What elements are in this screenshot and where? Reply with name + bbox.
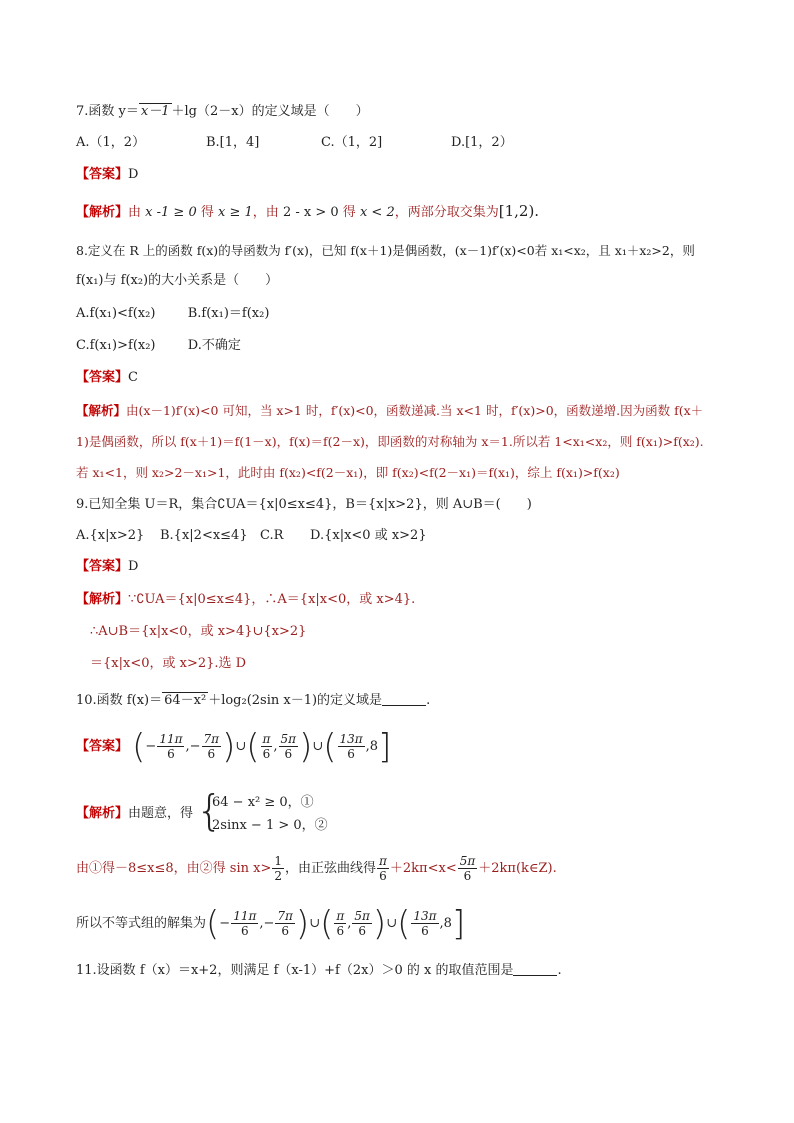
q10-system-line-2: 2sinx − 1 > 0，② (212, 818, 328, 833)
q10-ans-cup-2: ∪ (312, 739, 324, 754)
q10-ans-frac-2-num: 7π (203, 732, 220, 746)
q10-ans-frac-5-den: 6 (347, 747, 355, 761)
q10-ans-neg-1: − (145, 739, 157, 754)
q10-ans-eight: 8 (369, 739, 379, 754)
q7-text-g: 得 (342, 205, 356, 220)
q7-option-a: A.（1，2） (76, 135, 146, 150)
q10-ans-frac-1-den: 6 (167, 747, 175, 761)
q10-ans-frac-4 (279, 732, 299, 761)
q10-sol-frac-3-den: 6 (336, 924, 345, 938)
q10-ans-lparen-2: ( (246, 726, 260, 767)
q8-analysis-2: 1)是偶函数，所以 f(x＋1)＝f(1－x)，f(x)＝f(2－x)，即函数的对称轴为 x＝1.所以若 1<x₁<x₂，则 f(x₁)>f(x₂). (76, 434, 704, 449)
q10-sol-rparen-1: ) (295, 903, 310, 944)
q10-ans-frac-4-den: 6 (284, 747, 293, 761)
q9-option-a: A.{x|x>2} (76, 528, 145, 543)
q7-math-f: 2 - x > 0 (282, 205, 339, 220)
q10-sol-cup-2: ∪ (386, 916, 398, 931)
q8-answer (76, 369, 138, 387)
q7-math-b: x -1 ≥ 0 (145, 205, 197, 220)
answer-label: 【答案】 (76, 559, 129, 574)
q8-analysis-text-1: 由(x－1)f′(x)<0 可知，当 x>1 时，f′(x)<0，函数递减.当 x<1 时，f′(x)>0，函数递增.因为函数 f(x＋ (126, 403, 704, 418)
q7-math-j: [1,2). (498, 202, 540, 220)
q10-step-frac-pi (377, 854, 389, 883)
q9-answer-value: D (128, 559, 139, 574)
q10-step-frac-pi-den: 6 (379, 869, 387, 883)
q10-stem (76, 692, 430, 710)
q7-text-e: ，由 (252, 205, 279, 220)
q10-ans-rparen-1: ) (222, 726, 236, 767)
q7-stem (76, 103, 369, 121)
q10-sol-frac-3 (334, 909, 346, 938)
q10-analysis-steps (76, 852, 557, 886)
q10-half-num: 1 (274, 854, 282, 868)
q9-analysis-1 (76, 591, 415, 609)
q10-prefix: 10.函数 f(x)＝ (76, 693, 163, 708)
q10-sol-frac-2 (275, 909, 295, 938)
q11-stem (76, 962, 562, 980)
answer-label: 【答案】 (76, 370, 129, 385)
q10-sol-rparen-2: ) (372, 903, 387, 944)
q10-blank (382, 693, 426, 706)
q7-math-d: x ≥ 1 (218, 205, 253, 220)
q7-option-b: B.[1，4] (206, 135, 260, 150)
q7-analysis (76, 202, 539, 222)
q9-option-b: B.{x|2<x≤4} (160, 528, 248, 543)
q9-analysis-3: ＝{x|x<0，或 x>2}.选 D (90, 656, 247, 671)
q9-analysis-2: ∴A∪B＝{x|x<0，或 x>4}∪{x>2} (90, 624, 307, 639)
answer-label: 【答案】 (76, 167, 129, 182)
q10-half-frac (272, 854, 284, 883)
q10-step-frac-5pi-den: 6 (463, 869, 472, 883)
q10-sol-eight: 8 (443, 916, 452, 931)
q9-analysis-text-1: ∵∁UA＝{x|0≤x≤4}，∴A＝{x|x<0，或 x>4}. (128, 592, 416, 607)
q8-option-d: D.不确定 (187, 338, 241, 353)
q10-sol-frac-5-num: 13π (413, 909, 437, 923)
q7-answer-value: D (128, 167, 139, 182)
q8-analysis-1 (76, 402, 703, 420)
q10-step-frac-5pi (458, 854, 478, 883)
q10-sqrt (162, 692, 208, 708)
q10-sol-lparen-2: ( (320, 903, 334, 944)
q10-sol-neg-1: − (219, 916, 231, 931)
q10-ans-frac-1-num: 11π (159, 732, 183, 746)
q7-option-d: D.[1，2） (451, 135, 513, 150)
q10-half-den: 2 (274, 869, 282, 883)
q11-end: . (557, 963, 562, 978)
q10-ans-frac-1 (157, 732, 184, 761)
q10-ans-cup-1: ∪ (235, 739, 247, 754)
q8-option-b: B.f(x₁)＝f(x₂) (187, 306, 270, 321)
q10-system-brace: { (196, 786, 223, 835)
q7-sqrt-arg: x－1 (140, 104, 170, 119)
q10-ans-lparen-3: ( (323, 726, 337, 767)
q10-ans-rbracket: ] (378, 726, 392, 767)
q10-sol-frac-2-den: 6 (281, 924, 289, 938)
q10-sol-frac-5 (411, 909, 438, 938)
analysis-label: 【解析】 (76, 403, 127, 418)
q10-ans-frac-2 (202, 732, 222, 761)
q11-stem-a: 11.设函数 (76, 963, 140, 978)
q10-sol-neg-2: − (263, 916, 275, 931)
q10-solution-set (76, 905, 465, 943)
q9-stem: 9.已知全集 U＝R，集合∁UA＝{x|0≤x≤4}，B＝{x|x>2}，则 A∪B＝( ) (76, 497, 532, 512)
q10-sqrt-arg: 64－x² (164, 693, 207, 708)
q7-sqrt (139, 103, 172, 119)
q10-sol-frac-1 (231, 909, 258, 938)
q8-stem-line1: 8.定义在 R 上的函数 f(x)的导函数为 f′(x)，已知 f(x＋1)是偶函数，(x－1)f′(x)<0若 x₁<x₂，且 x₁＋x₂>2，则 (76, 243, 695, 258)
q10-analysis-lead: 由题意，得 (128, 806, 194, 821)
q10-ans-frac-3-den: 6 (262, 747, 271, 761)
q10-sol-frac-4-den: 6 (358, 924, 366, 938)
q10-sol-lead: 所以不等式组的解集为 (76, 916, 207, 931)
q10-sol-cup-1: ∪ (309, 916, 321, 931)
q10-sol-lparen-1: ( (206, 903, 220, 944)
analysis-label: 【解析】 (76, 205, 129, 220)
q10-ans-frac-2-den: 6 (207, 747, 216, 761)
q8-options-cd (76, 337, 241, 355)
q10-step-d: ＋2kπ(k∈Z). (478, 861, 557, 876)
q10-sol-rbracket: ] (451, 903, 466, 944)
q10-step-c: ＋2kπ<x< (389, 861, 457, 876)
q10-sol-frac-1-num: 11π (233, 909, 257, 923)
q9-answer (76, 558, 138, 576)
q10-ans-frac-3-num: π (262, 732, 271, 746)
q9-option-d: D.{x|x<0 或 x>2} (310, 528, 427, 543)
q10-sol-frac-1-den: 6 (240, 924, 249, 938)
q10-ans-comma-2: , (273, 739, 278, 754)
q10-sol-frac-2-num: 7π (277, 909, 293, 923)
q10-sol-frac-3-num: π (336, 909, 345, 923)
q10-ans-frac-4-num: 5π (280, 732, 297, 746)
analysis-label: 【解析】 (76, 806, 129, 821)
q10-ans-frac-3 (261, 732, 273, 761)
q10-ans-comma-1: , (185, 739, 190, 754)
q10-sol-lparen-3: ( (397, 903, 411, 944)
q7-answer (76, 166, 138, 184)
q10-step-a: 由①得－8≤x≤8，由②得 sin x> (76, 861, 272, 876)
q10-ans-frac-5 (338, 732, 365, 761)
q10-sol-comma-1: , (259, 916, 264, 931)
q8-option-a: A.f(x₁)<f(x₂) (76, 306, 156, 321)
q10-sol-frac-5-den: 6 (421, 924, 429, 938)
q10-sol-frac-4 (352, 909, 372, 938)
q10-step-b: ，由正弦曲线得 (285, 861, 377, 876)
q7-math-h: x < 2 (359, 205, 395, 220)
q10-suffix: ＋log₂(2sin x－1)的定义域是 (208, 693, 383, 708)
q10-system-line-1: 64 − x² ≥ 0，① (212, 795, 314, 810)
q8-answer-value: C (128, 370, 138, 385)
q10-end: . (426, 693, 431, 708)
q10-ans-lparen-1: ( (132, 726, 146, 767)
q8-analysis-3: 若 x₁<1，则 x₂>2－x₁>1，此时由 f(x₂)<f(2－x₁)，即 f(x₂)<f(2－x₁)＝f(x₁)，综上 f(x₁)>f(x₂) (76, 465, 620, 480)
q7-text-c: 得 (200, 205, 214, 220)
q10-step-frac-5pi-num: 5π (459, 854, 476, 868)
q7-text-i: ，两部分取交集为 (394, 205, 499, 220)
q7-suffix: ＋lg（2－x）的定义域是（ ） (171, 104, 369, 119)
q10-answer (76, 728, 391, 766)
q10-ans-frac-5-num: 13π (339, 732, 363, 746)
q10-sol-comma-3: , (439, 916, 444, 931)
q10-sol-comma-2: , (347, 916, 352, 931)
q7-text-a: 由 (128, 205, 142, 220)
q8-stem-line2: f(x₁)与 f(x₂)的大小关系是（ ） (76, 273, 279, 288)
q10-analysis-system (76, 805, 193, 823)
q7-options (76, 134, 716, 152)
q10-step-frac-pi-num: π (379, 854, 387, 868)
q10-ans-comma-3: , (365, 739, 370, 754)
q8-option-c: C.f(x₁)>f(x₂) (76, 338, 156, 353)
analysis-label: 【解析】 (76, 592, 129, 607)
q11-stem-b: f（x）＝x+2，则满足 f（x-1）+f（2x）＞0 的 x 的取值范围是 (139, 963, 514, 978)
q11-blank (513, 963, 557, 976)
q9-option-c: C.R (260, 528, 284, 543)
q10-ans-rparen-2: ) (299, 726, 313, 767)
q7-option-c: C.（1，2] (321, 135, 383, 150)
q9-options (76, 527, 716, 545)
q7-prefix: 7.函数 y＝ (76, 104, 139, 119)
q10-ans-neg-2: − (189, 739, 201, 754)
q8-options-ab (76, 305, 269, 323)
answer-label: 【答案】 (76, 739, 129, 754)
q10-sol-frac-4-num: 5π (354, 909, 370, 923)
